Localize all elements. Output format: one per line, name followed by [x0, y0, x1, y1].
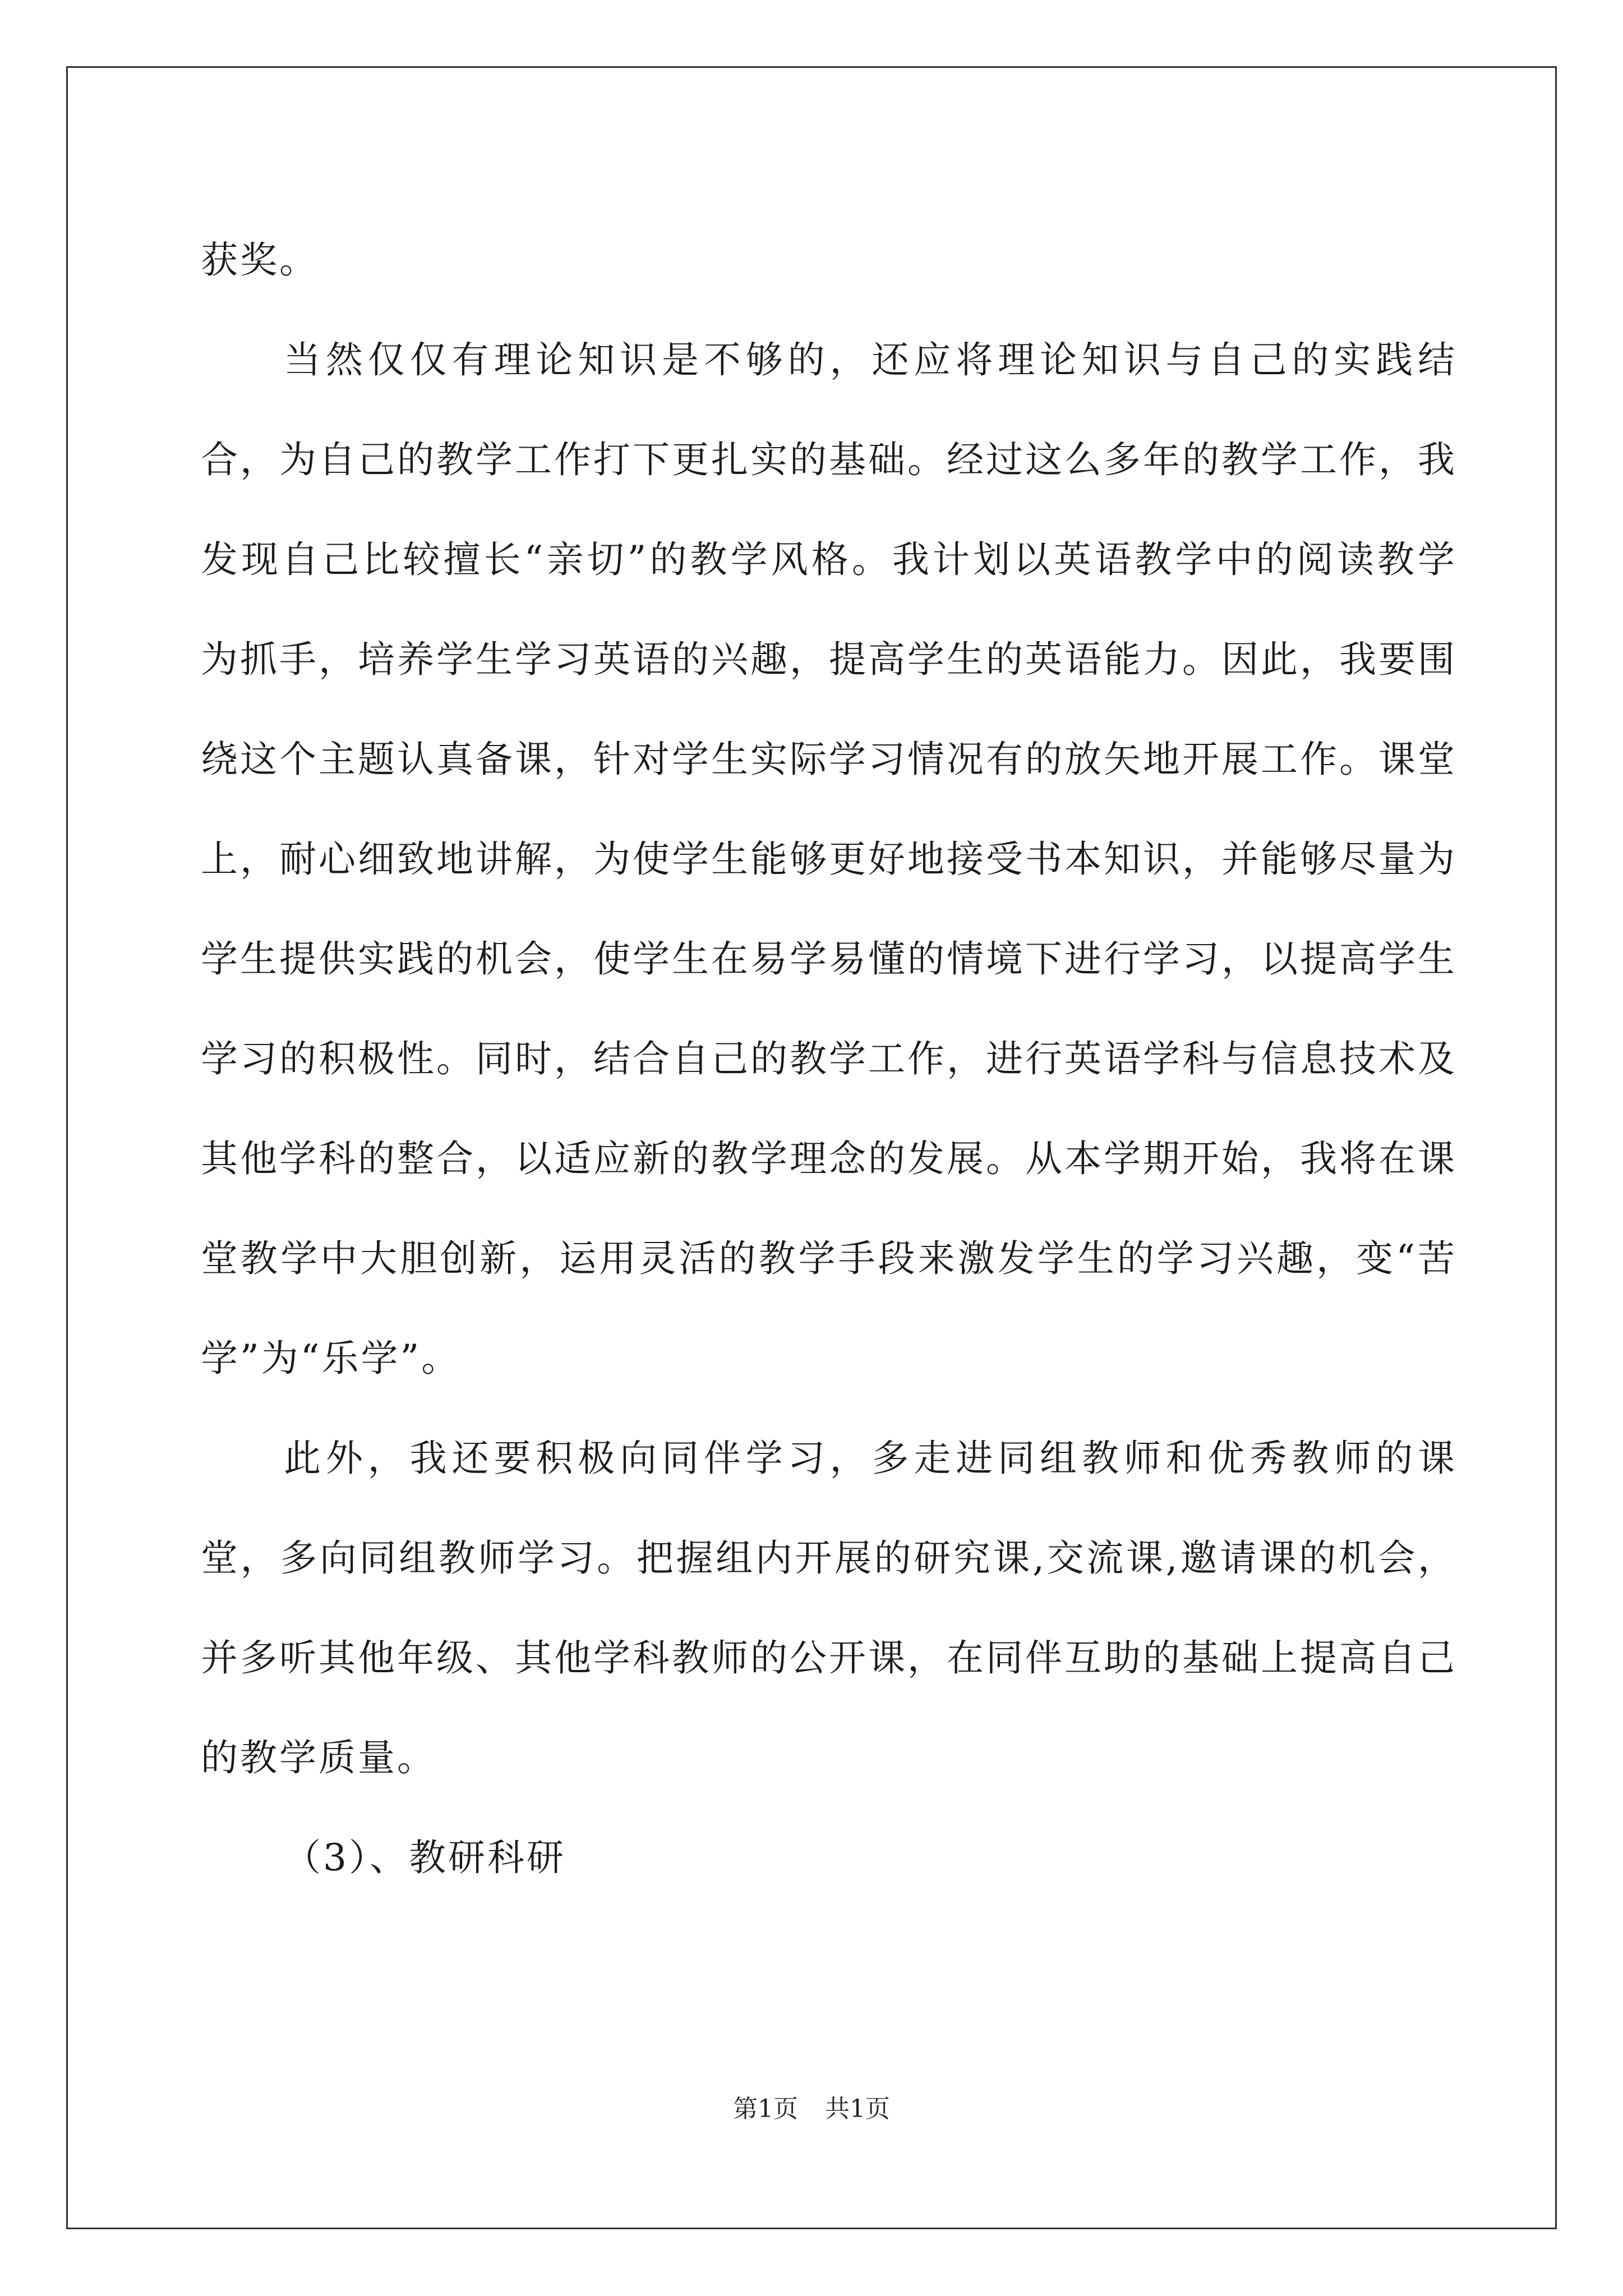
paragraph-1: 获奖。: [201, 238, 319, 282]
page-number-current: 第1页: [733, 2095, 798, 2123]
paragraph-3: 此外，我还要积极向同伴学习，多走进同组教师和优秀教师的课堂，多向同组教师学习。把握组内开展的研究课,交流课,邀请课的机会，并多听其他年级、其他学科教师的公开课，在同伴互助的基础上提高自己的教学质量。: [201, 1437, 1457, 1779]
document-body: [201, 210, 1457, 1908]
page-footer: [0, 2092, 1623, 2126]
paragraph-2: 当然仅仅有理论知识是不够的，还应将理论知识与自己的实践结合，为自己的教学工作打下更扎实的基础。经过这么多年的教学工作，我发现自己比较擅长“亲切”的教学风格。我计划以英语教学中的阅读教学为抓手，培养学生学习英语的兴趣，提高学生的英语能力。因此，我要围绕这个主题认真备课，针对学生实际学习情况有的放矢地开展工作。课堂上，耐心细致地讲解，为使学生能够更好地接受书本知识，并能够尽量为学生提供实践的机会，使学生在易学易懂的情境下进行学习，以提高学生学习的积极性。同时，结合自己的教学工作，进行英语学科与信息技术及其他学科的整合，以适应新的教学理念的发展。从本学期开始，我将在课堂教学中大胆创新，运用灵活的教学手段来激发学生的学习兴趣，变“苦学”为“乐学”。: [201, 338, 1457, 1380]
section-heading: （3）、教研科研: [284, 1836, 566, 1879]
page-number-total: 共1页: [825, 2095, 890, 2123]
